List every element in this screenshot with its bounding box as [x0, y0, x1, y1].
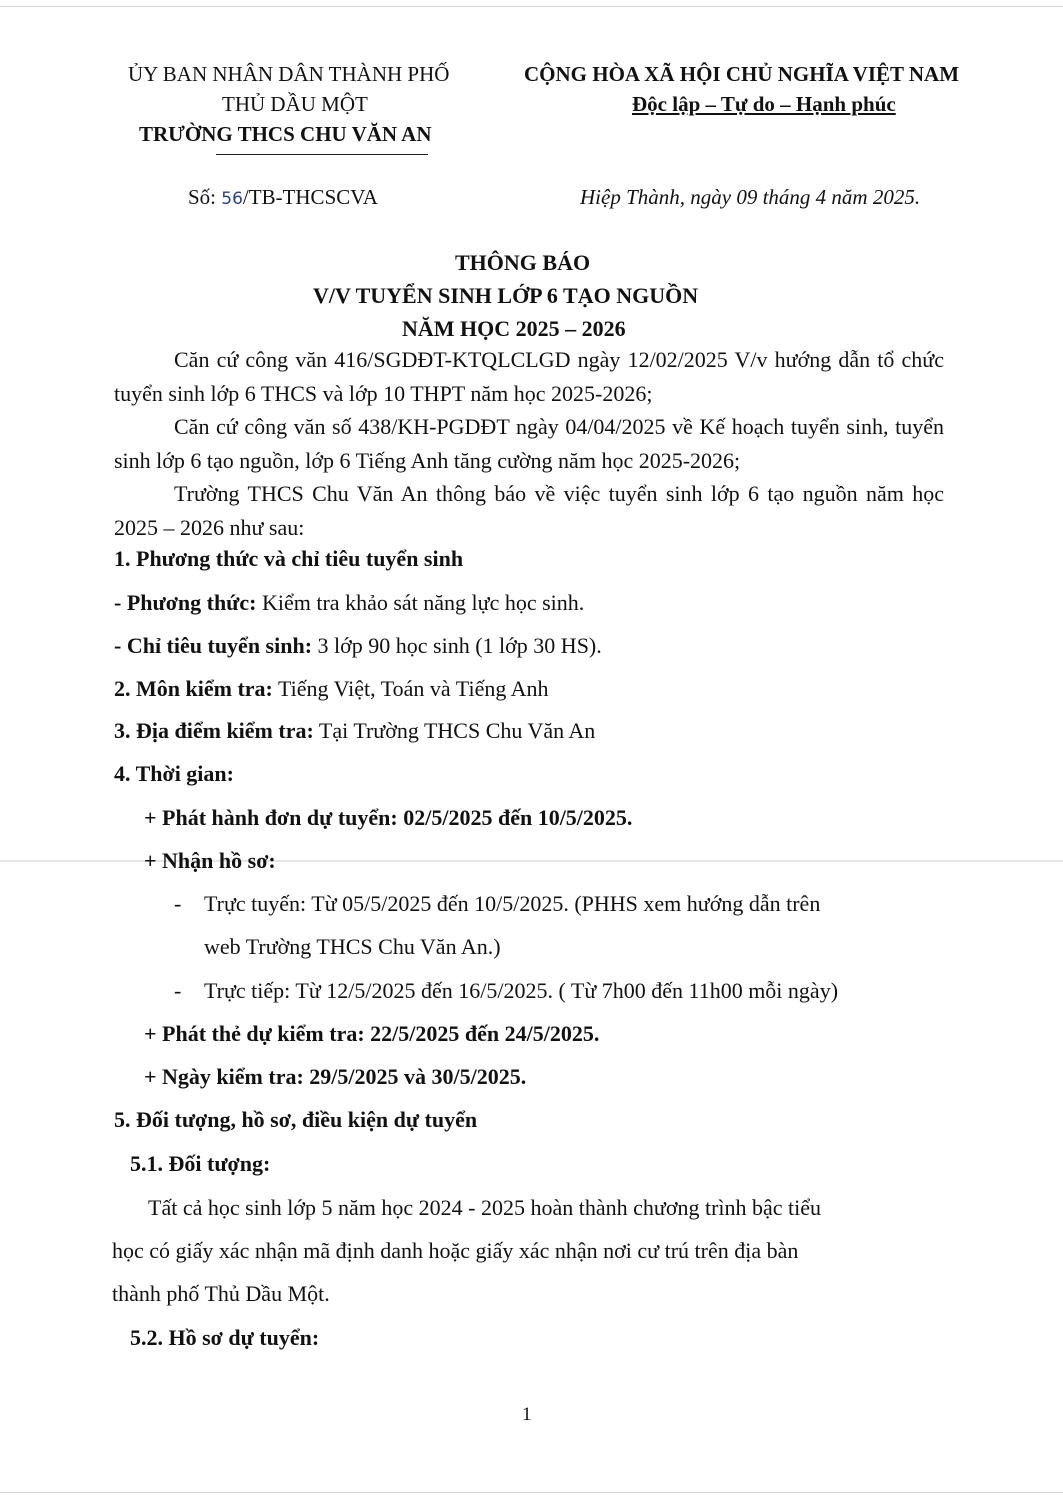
- method-label: - Phương thức:: [114, 590, 257, 615]
- section-2-label: 2. Môn kiểm tra:: [114, 676, 273, 701]
- number-prefix: Số:: [188, 185, 222, 209]
- section-2-value: Tiếng Việt, Toán và Tiếng Anh: [272, 676, 549, 701]
- national-motto: Độc lập – Tự do – Hạnh phúc: [632, 92, 896, 116]
- method-value: Kiểm tra khảo sát năng lực học sinh.: [256, 590, 585, 615]
- section-5-1-line-2: học có giấy xác nhận mã định danh hoặc giấy xác nhận nơi cư trú trên địa bàn: [112, 1238, 799, 1263]
- preamble-paragraph-3: Trường THCS Chu Văn An thông báo về việc tuyển sinh lớp 6 tạo nguồn năm học 2025 – 2026 như sau:: [114, 481, 944, 540]
- receive-docs-label: + Nhận hồ sơ:: [144, 848, 276, 873]
- number-suffix: /TB-THCSCVA: [242, 185, 378, 209]
- section-1-method: [114, 590, 584, 616]
- release-forms: [144, 805, 632, 831]
- section-3-label: 3. Địa điểm kiểm tra:: [114, 718, 314, 743]
- section-5-heading: 5. Đối tượng, hồ sơ, điều kiện dự tuyển: [114, 1107, 478, 1132]
- school-name-underline: [216, 154, 428, 155]
- doc-title: THÔNG BÁO: [455, 250, 591, 275]
- section-1-heading: 1. Phương thức và chỉ tiêu tuyển sinh: [114, 546, 464, 571]
- scan-line-bottom: [0, 1492, 1063, 1493]
- section-3-value: Tại Trường THCS Chu Văn An: [313, 718, 596, 743]
- quota-value: 3 lớp 90 học sinh (1 lớp 30 HS).: [312, 633, 602, 658]
- card-issue: + Phát thẻ dự kiểm tra: 22/5/2025 đến 24/5/2025.: [144, 1021, 600, 1046]
- section-1-quota: [114, 633, 602, 659]
- preamble-paragraph-1: Căn cứ công văn 416/SGDĐT-KTQLCLGD ngày 12/02/2025 V/v hướng dẫn tổ chức tuyển sinh lớp 6 THCS và lớp 10 THPT năm học 2025-2026;: [114, 347, 944, 406]
- place-date: Hiệp Thành, ngày 09 tháng 4 năm 2025.: [580, 185, 921, 209]
- scan-line-top: [0, 6, 1063, 7]
- quota-label: - Chỉ tiêu tuyển sinh:: [114, 633, 313, 658]
- section-5-1-heading: 5.1. Đối tượng:: [130, 1151, 271, 1176]
- handwritten-number: 56: [221, 189, 243, 209]
- section-2: [114, 676, 549, 702]
- agency-name: ỦY BAN NHÂN DÂN THÀNH PHỐ: [128, 62, 450, 86]
- school-name: TRƯỜNG THCS CHU VĂN AN: [139, 122, 432, 146]
- section-3: [114, 718, 595, 744]
- direct-dash: -: [174, 978, 182, 1003]
- release-value: : 02/5/2025 đến 10/5/2025.: [390, 805, 633, 830]
- preamble-paragraph-2: Căn cứ công văn số 438/KH-PGDĐT ngày 04/04/2025 về Kế hoạch tuyển sinh, tuyển sinh lớp 6 tạo nguồn, lớp 6 Tiếng Anh tăng cường năm học 2025-2026;: [114, 414, 944, 473]
- online-line-2: web Trường THCS Chu Văn An.): [204, 934, 501, 959]
- release-label: + Phát hành đơn dự tuyển: [144, 805, 391, 830]
- document-number: [188, 185, 378, 210]
- doc-school-year: NĂM HỌC 2025 – 2026: [402, 316, 626, 341]
- section-4-heading: 4. Thời gian:: [114, 761, 234, 786]
- page-number: 1: [522, 1404, 532, 1425]
- doc-subject: V/V TUYỂN SINH LỚP 6 TẠO NGUỒN: [313, 283, 699, 308]
- agency-city: THỦ DẦU MỘT: [222, 92, 368, 116]
- national-title: CỘNG HÒA XÃ HỘI CHỦ NGHĨA VIỆT NAM: [524, 62, 960, 86]
- direct-line: Trực tiếp: Từ 12/5/2025 đến 16/5/2025. ( Từ 7h00 đến 11h00 mỗi ngày): [204, 978, 839, 1003]
- section-5-1-line-3: thành phố Thủ Dầu Một.: [112, 1281, 330, 1306]
- online-dash: -: [174, 891, 182, 916]
- online-line-1: Trực tuyến: Từ 05/5/2025 đến 10/5/2025. (PHHS xem hướng dẫn trên: [204, 891, 821, 916]
- section-5-1-line-1: Tất cả học sinh lớp 5 năm học 2024 - 2025 hoàn thành chương trình bậc tiểu: [148, 1195, 822, 1220]
- section-5-2-heading: 5.2. Hồ sơ dự tuyển:: [130, 1325, 320, 1350]
- exam-date: + Ngày kiểm tra: 29/5/2025 và 30/5/2025.: [144, 1064, 527, 1089]
